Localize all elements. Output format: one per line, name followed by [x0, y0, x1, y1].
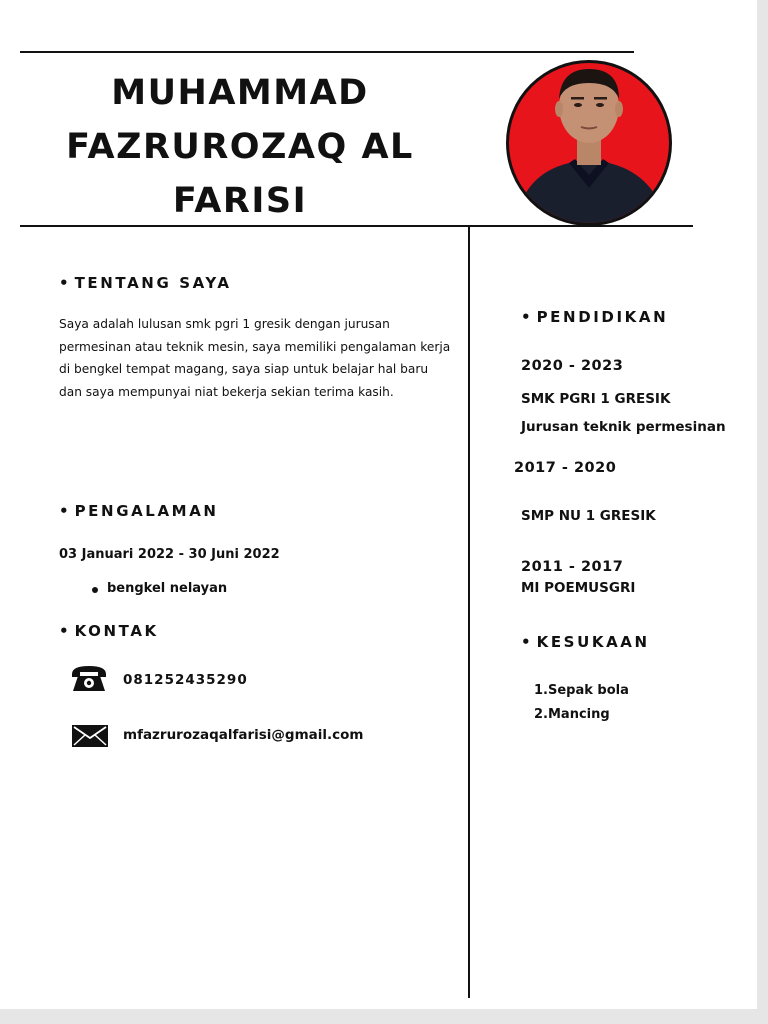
- top-rule: [20, 51, 634, 53]
- experience-date: 03 Januari 2022 - 30 Juni 2022: [59, 547, 280, 562]
- hobby-item-2: 2.Mancing: [534, 707, 610, 722]
- name-line-2: FAZRUROZAQ AL: [66, 127, 414, 167]
- column-divider: [468, 226, 470, 998]
- hobbies-heading: • KESUKAAN: [521, 633, 650, 651]
- name-line-3: FARISI: [172, 181, 308, 221]
- name-line-1: MUHAMMAD: [111, 73, 369, 113]
- education-school-3: MI POEMUSGRI: [521, 580, 636, 596]
- full-name: [40, 66, 440, 228]
- email-address[interactable]: mfazrurozaqalfarisi@gmail.com: [123, 727, 364, 743]
- profile-photo: [506, 60, 672, 226]
- phone-number[interactable]: 081252435290: [123, 672, 248, 688]
- education-years-1: 2020 - 2023: [521, 358, 624, 374]
- experience-item: bengkel nelayan: [107, 581, 228, 596]
- about-text: Saya adalah lulusan smk pgri 1 gresik dengan jurusan permesinan atau teknik mesin, saya memiliki pengalaman kerja di bengkel tempat magang, saya siap untuk belajar hal baru dan saya mempunyai niat bekerja sekian terima kasih.: [59, 317, 451, 399]
- about-heading: • TENTANG SAYA: [59, 274, 232, 292]
- education-years-3: 2011 - 2017: [521, 559, 624, 575]
- hobby-item-1: 1.Sepak bola: [534, 683, 629, 698]
- education-school-2: SMP NU 1 GRESIK: [521, 508, 656, 524]
- education-school-1: SMK PGRI 1 GRESIK: [521, 391, 671, 407]
- education-years-2: 2017 - 2020: [514, 460, 617, 476]
- experience-bullet: [92, 587, 98, 593]
- envelope-icon: [72, 725, 108, 747]
- contact-heading: • KONTAK: [59, 622, 159, 640]
- experience-heading: • PENGALAMAN: [59, 502, 219, 520]
- telephone-icon: [70, 665, 108, 693]
- education-major-1: Jurusan teknik permesinan: [521, 419, 726, 435]
- education-heading: • PENDIDIKAN: [521, 308, 669, 326]
